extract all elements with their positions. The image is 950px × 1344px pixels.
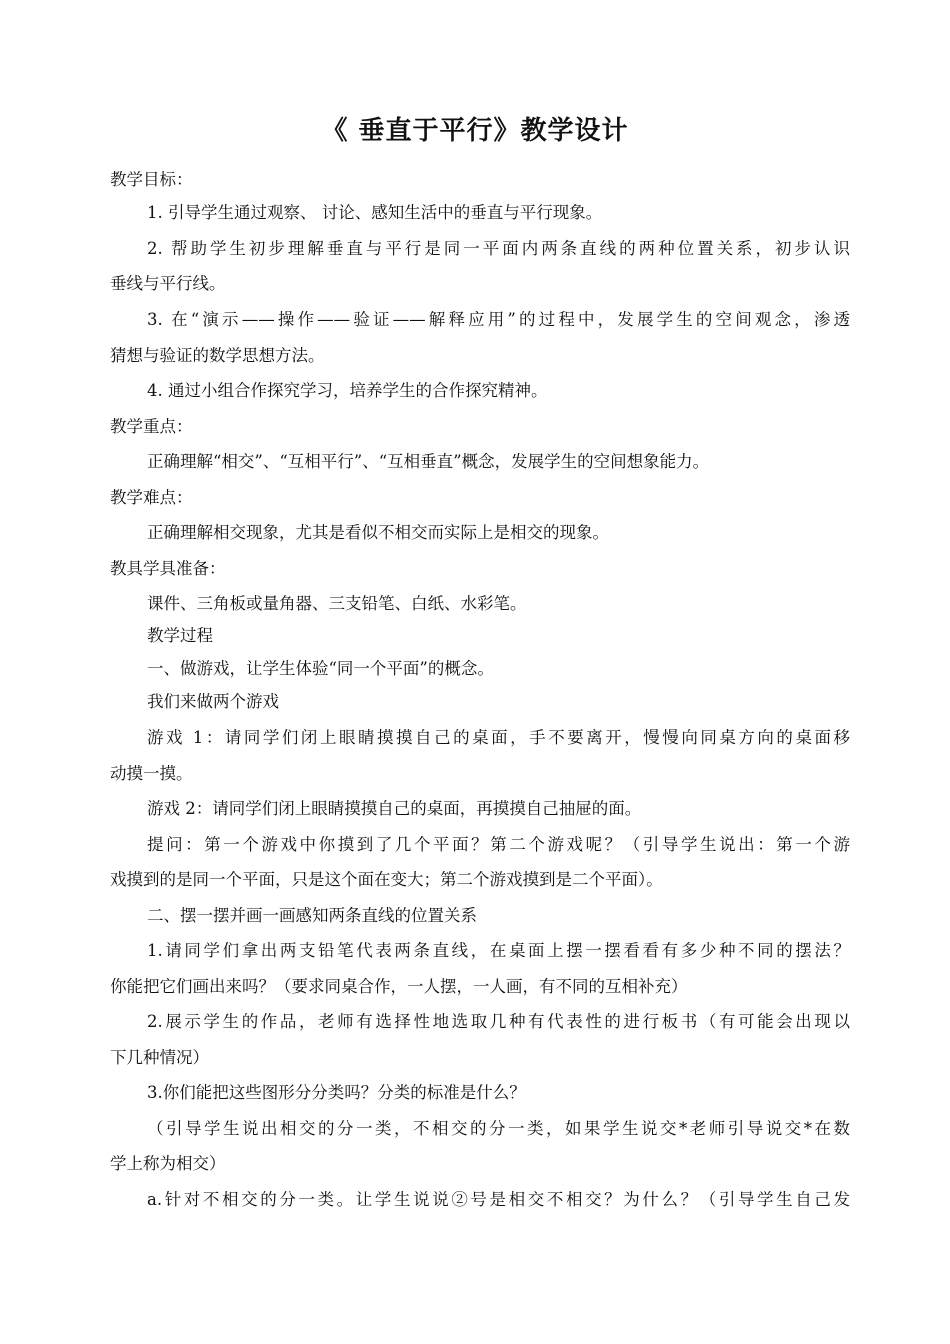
- step-3: 3.你们能把这些图形分分类吗？分类的标准是什么？: [147, 1083, 526, 1102]
- materials-text: 课件、三角板或量角器、三支铅笔、白纸、水彩笔。: [147, 594, 527, 613]
- step-3-note: （引导学生说出相交的分一类，不相交的分一类，如果学生说交*老师引导说交*在数: [147, 1119, 850, 1138]
- step-3-note-cont: 学上称为相交）: [110, 1154, 226, 1173]
- step-1: 1.请同学们拿出两支铅笔代表两条直线，在桌面上摆一摆看看有多少种不同的摆法？: [147, 941, 850, 960]
- heading-difficulties: 教学难点：: [110, 488, 193, 507]
- game-1-cont: 动摸一摸。: [110, 764, 193, 783]
- game-2: 游戏 2：请同学们闭上眼睛摸摸自己的桌面，再摸摸自己抽屉的面。: [147, 799, 642, 818]
- key-points-text: 正确理解“相交”、“互相平行”、“互相垂直”概念，发展学生的空间想象能力。: [147, 452, 710, 471]
- goal-2-cont: 垂线与平行线。: [110, 274, 226, 293]
- game-1: 游戏 1：请同学们闭上眼睛摸摸自己的桌面，手不要离开，慢慢向同桌方向的桌面移: [147, 728, 850, 747]
- goal-3-cont: 猜想与验证的数学思想方法。: [110, 346, 325, 365]
- heading-materials: 教具学具准备：: [110, 559, 226, 578]
- heading-teaching-goals: 教学目标：: [110, 170, 193, 189]
- section-1-intro: 我们来做两个游戏: [147, 692, 279, 711]
- section-1-heading: 一、做游戏，让学生体验“同一个平面”的概念。: [147, 659, 494, 678]
- step-2: 2.展示学生的作品，老师有选择性地选取几种有代表性的进行板书（有可能会出现以: [147, 1012, 850, 1031]
- heading-key-points: 教学重点：: [110, 417, 193, 436]
- step-2-cont: 下几种情况）: [110, 1048, 209, 1067]
- step-a: a.针对不相交的分一类。让学生说说②号是相交不相交？为什么？（引导学生自己发: [147, 1190, 850, 1209]
- heading-process: 教学过程: [147, 626, 213, 645]
- step-1-cont: 你能把它们画出来吗？（要求同桌合作，一人摆，一人画，有不同的互相补充）: [110, 977, 688, 996]
- goal-1: 1. 引导学生通过观察、 讨论、感知生活中的垂直与平行现象。: [147, 203, 603, 222]
- question: 提问：第一个游戏中你摸到了几个平面？第二个游戏呢？（引导学生说出：第一个游: [147, 835, 850, 854]
- section-2-heading: 二、摆一摆并画一画感知两条直线的位置关系: [147, 906, 477, 925]
- document-title: 《 垂直于平行》教学设计: [321, 116, 629, 146]
- question-cont: 戏摸到的是同一个平面，只是这个面在变大；第二个游戏摸到是二个平面）。: [110, 870, 663, 889]
- goal-3: 3. 在“演示——操作——验证——解释应用”的过程中，发展学生的空间观念，渗透: [147, 310, 850, 329]
- goal-2: 2. 帮助学生初步理解垂直与平行是同一平面内两条直线的两种位置关系，初步认识: [147, 239, 850, 258]
- goal-4: 4. 通过小组合作探究学习，培养学生的合作探究精神。: [147, 381, 548, 400]
- difficulties-text: 正确理解相交现象，尤其是看似不相交而实际上是相交的现象。: [147, 523, 609, 542]
